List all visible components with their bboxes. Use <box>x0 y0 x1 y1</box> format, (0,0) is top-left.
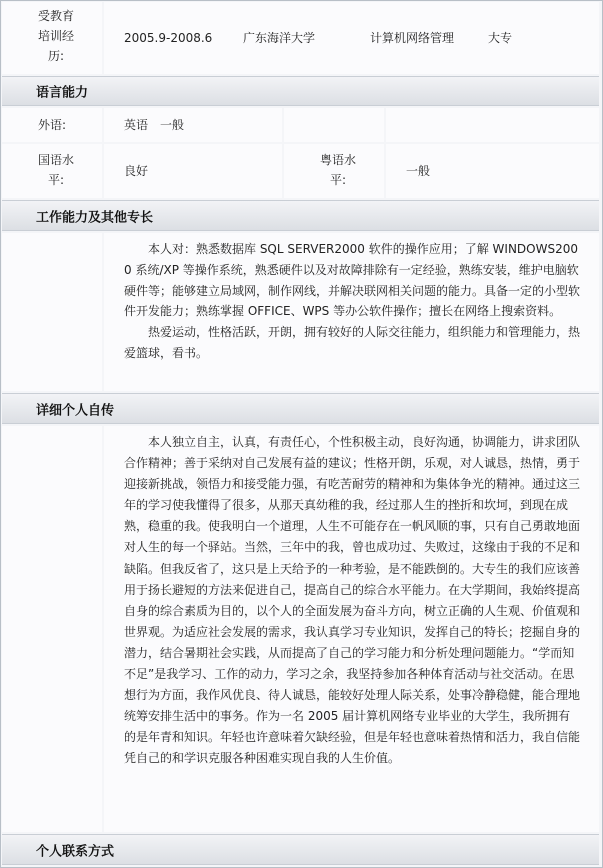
work-left-cell <box>2 233 102 391</box>
empty-cell-b <box>386 108 599 142</box>
mandarin-label: 国语水平: <box>37 153 74 187</box>
cantonese-value: 一般 <box>406 164 431 178</box>
cantonese-value-cell <box>386 144 599 198</box>
education-school: 广东海洋大学 <box>243 31 316 45</box>
foreign-language-label-cell <box>2 108 102 142</box>
language-section-title: 语言能力 <box>36 85 89 101</box>
foreign-language-label: 外语: <box>37 118 67 132</box>
education-label-cell <box>2 2 102 74</box>
education-major: 计算机网络管理 <box>370 31 455 45</box>
self-paragraph: 本人独立自主，认真，有责任心，个性积极主动，良好沟通，协调能力，讲求团队合作精神；善于采纳对自己发展有益的建议；性格开朗，乐观，对人诚恳，热情，勇于迎接新挑战，领悟力和接受能力强，有吃苦耐劳的精神和为集体争光的精神。通过这三年的学习使我懂得了很多，从那天真幼稚的我，经过那人生的挫折和坎坷，到现在成熟，稳重的我。使我明白一个道理，人生不可能存在一帆风顺的事，只有自己勇敢地面对人生的每一个驿站。当然，三年中的我，曾也成功过、失败过，这缘由于我的不足和缺陷。但我反省了，这只是上天给予的一种考验，是不能跌倒的。大专生的我们应该善用于扬长避短的方法来促进自己，提高自己的综合水平能力。在大学期间，我始终提高自身的综合素质为目的，以个人的全面发展为奋斗方向，树立正确的人生观、价值观和世界观。为适应社会发展的需求，我认真学习专业知识，发挥自己的特长；挖掘自身的潜力，结合暑期社会实践，从而提高了自己的学习能力和分析处理问题能力。“学而知不足”是我学习、工作的动力，学习之余，我坚持参加各种体育活动与社交活动。在思想行为方面，我作风优良、待人诚恳，能较好处理人际关系，处事冷静稳健，能合理地统筹安排生活中的事务。作为一名 2005 届计算机网络专业毕业的大学生，我所拥有的是年青和知识。年轻也许意味着欠缺经验，但是年轻也意味着热情和活力，我自信能凭自己的和学识克服各种困难实现自我的人生价值。 <box>124 435 581 766</box>
work-content <box>124 239 580 364</box>
self-left-cell <box>2 426 102 832</box>
self-section-title: 详细个人自传 <box>36 403 115 418</box>
mandarin-value-cell <box>104 144 282 198</box>
work-section-title: 工作能力及其他专长 <box>36 210 154 225</box>
cantonese-label-cell <box>284 144 384 198</box>
foreign-language-value-cell <box>104 108 282 142</box>
foreign-language-value: 英语 一般 <box>124 118 185 132</box>
education-period: 2005.9-2008.6 <box>124 31 213 45</box>
self-content <box>124 432 580 770</box>
education-detail-cell <box>104 2 599 74</box>
language-section-header <box>2 76 599 106</box>
work-paragraph-2: 热爱运动，性格活跃，开朗，拥有较好的人际交往能力，组织能力和管理能力，热爱篮球，看书。 <box>124 325 581 360</box>
work-paragraph-1: 本人对：熟悉数据库 SQL SERVER2000 软件的操作应用；了解 WINDOWS2000 系统/XP 等操作系统，熟悉硬件以及对故障排除有一定经验，熟练安装，维护电脑软硬件等；能够建立局域网，制作网线，并解决联网相关问题的能力。具备一定的小型软件开发能力；熟练掌握 OFFICE、WPS 等办公软件操作；擅长在网络上搜索资料。 <box>124 242 581 319</box>
work-content-cell <box>104 233 599 391</box>
contact-section-header <box>2 834 599 865</box>
mandarin-label-cell <box>2 144 102 198</box>
education-label: 受教育培训经历: <box>37 9 74 63</box>
mandarin-value: 良好 <box>124 164 149 178</box>
self-section-header <box>2 393 599 424</box>
education-degree: 大专 <box>488 31 513 45</box>
self-content-cell <box>104 426 599 832</box>
work-section-header <box>2 200 599 231</box>
cantonese-label: 粤语水平: <box>319 153 356 187</box>
contact-section-title: 个人联系方式 <box>36 844 115 859</box>
empty-cell-a <box>284 108 384 142</box>
